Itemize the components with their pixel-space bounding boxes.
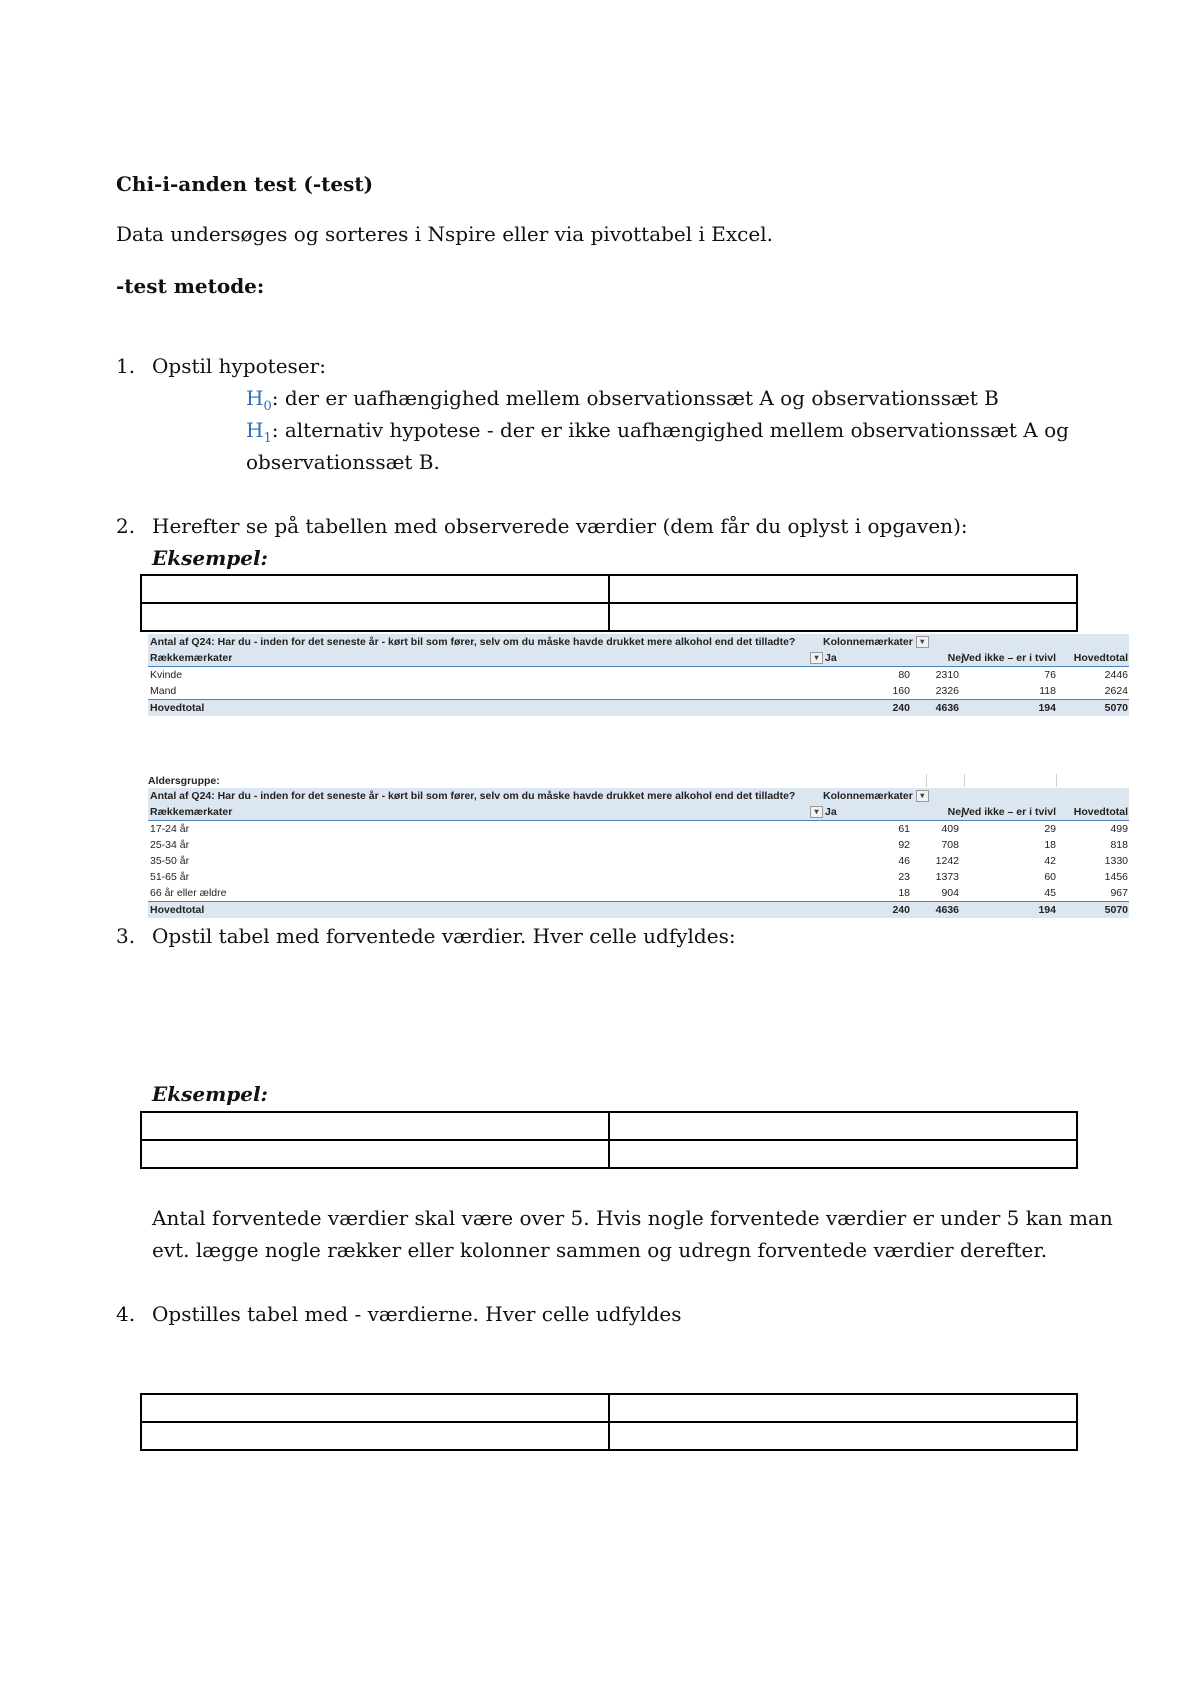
row-label: 17-24 år (150, 823, 190, 835)
total-value: 4636 (935, 904, 959, 916)
pivot-caption-text: Aldersgruppe: (148, 775, 220, 787)
document-title: Chi-i-anden test (-test) (116, 172, 374, 196)
header-nej: Nej (947, 652, 964, 664)
h0-subscript: 0 (263, 399, 272, 414)
table-cell[interactable] (609, 575, 1077, 603)
pivot-header-row (148, 650, 1129, 667)
row-label: Mand (150, 685, 177, 697)
table-cell[interactable] (609, 1140, 1077, 1168)
cell-value: 2446 (1104, 669, 1128, 681)
pivot-table-age (148, 774, 1129, 918)
step3-text: Opstil tabel med forventede værdier. Hver celle udfyldes: (152, 924, 736, 948)
h0-label: H (246, 386, 264, 410)
pivot-caption (148, 774, 1129, 788)
table-row (148, 683, 1129, 699)
row-label: 51-65 år (150, 871, 190, 883)
cell-value: 904 (941, 887, 959, 899)
header-hovedtotal: Hovedtotal (1073, 652, 1128, 664)
h1-text: : alternativ hypotese - der er ikke uafhængighed mellem observationssæt A og (271, 418, 1069, 442)
cell-value: 1330 (1104, 855, 1128, 867)
cell-value: 1373 (935, 871, 959, 883)
step1-text: Opstil hypoteser: (152, 354, 326, 378)
column-labels-header (823, 788, 929, 804)
grid-line (926, 774, 927, 787)
table-row (148, 885, 1129, 901)
total-value: 194 (1038, 702, 1056, 714)
cell-value: 45 (1044, 887, 1056, 899)
step4-text: Opstilles tabel med - værdierne. Hver celle udfyldes (152, 1302, 682, 1326)
column-labels-text: Kolonnemærkater (823, 636, 913, 648)
column-labels-text: Kolonnemærkater (823, 790, 913, 802)
cell-value: 2310 (935, 669, 959, 681)
header-ved-ikke: Ved ikke – er i tvivl (962, 806, 1056, 818)
row-filter-dropdown-icon[interactable]: ▾ (810, 804, 823, 820)
cell-value: 818 (1110, 839, 1128, 851)
table-cell[interactable] (609, 1422, 1077, 1450)
total-value: 194 (1038, 904, 1056, 916)
table-cell[interactable] (609, 1112, 1077, 1140)
table-row (148, 667, 1129, 683)
cell-value: 967 (1110, 887, 1128, 899)
table-cell[interactable] (141, 575, 609, 603)
cell-value: 29 (1044, 823, 1056, 835)
hypothesis-h1-continued: observationssæt B. (246, 450, 440, 474)
cell-value: 42 (1044, 855, 1056, 867)
observed-values-table (140, 574, 1078, 632)
hypothesis-h1 (246, 418, 1069, 446)
cell-value: 1242 (935, 855, 959, 867)
table-cell[interactable] (141, 1140, 609, 1168)
table-row (148, 869, 1129, 885)
step3-number: 3. (116, 924, 136, 948)
step2-text: Herefter se på tabellen med observerede værdier (dem får du oplyst i opgaven): (152, 514, 968, 538)
pivot-table-gender (148, 634, 1129, 716)
cell-value: 61 (898, 823, 910, 835)
cell-value: 76 (1044, 669, 1056, 681)
cell-value: 708 (941, 839, 959, 851)
cell-value: 2326 (935, 685, 959, 697)
total-label: Hovedtotal (150, 904, 205, 916)
step2-example-label: Eksempel: (152, 546, 268, 570)
cell-value: 92 (898, 839, 910, 851)
cell-value: 18 (1044, 839, 1056, 851)
row-filter-dropdown-icon[interactable]: ▾ (810, 650, 823, 666)
h1-subscript: 1 (263, 431, 272, 446)
cell-value: 118 (1039, 685, 1056, 697)
total-value: 240 (892, 904, 910, 916)
row-label: 66 år eller ældre (150, 887, 227, 899)
column-labels-header (823, 634, 929, 650)
total-value: 240 (892, 702, 910, 714)
filter-dropdown-icon[interactable]: ▾ (916, 790, 929, 802)
cell-value: 1456 (1104, 871, 1128, 883)
step3-example-label: Eksempel: (152, 1082, 268, 1106)
table-cell[interactable] (609, 603, 1077, 631)
row-label: Kvinde (150, 669, 183, 681)
cell-value: 499 (1110, 823, 1128, 835)
cell-value: 80 (898, 669, 910, 681)
cell-value: 18 (898, 887, 910, 899)
h0-text: : der er uafhængighed mellem observationssæt A og observationssæt B (271, 386, 999, 410)
row-label: 35-50 år (150, 855, 190, 867)
row-labels-header: Rækkemærkater (150, 652, 233, 664)
row-label: 25-34 år (150, 839, 190, 851)
cell-value: 23 (898, 871, 910, 883)
header-ved-ikke: Ved ikke – er i tvivl (962, 652, 1056, 664)
header-ja: Ja (825, 806, 837, 818)
pivot-question: Antal af Q24: Har du - inden for det seneste år - kørt bil som fører, selv om du måske havde drukket mere alkohol end det tilladte? (150, 636, 796, 648)
total-row (148, 901, 1129, 918)
total-row (148, 699, 1129, 716)
intro-text: Data undersøges og sorteres i Nspire eller via pivottabel i Excel. (116, 222, 773, 246)
step1-number: 1. (116, 354, 136, 378)
chi-square-values-table (140, 1393, 1078, 1451)
header-ja: Ja (825, 652, 837, 664)
step2-number: 2. (116, 514, 136, 538)
header-nej: Nej (947, 806, 964, 818)
hypothesis-h0 (246, 386, 999, 414)
note-line-1: Antal forventede værdier skal være over 5. Hvis nogle forventede værdier er under 5 kan man (152, 1206, 1113, 1230)
table-cell[interactable] (141, 1112, 609, 1140)
cell-value: 409 (941, 823, 959, 835)
expected-values-table (140, 1111, 1078, 1169)
total-value: 5070 (1104, 904, 1128, 916)
cell-value: 46 (898, 855, 910, 867)
pivot-title-row (148, 788, 1129, 804)
filter-dropdown-icon[interactable]: ▾ (916, 636, 929, 648)
total-value: 4636 (935, 702, 959, 714)
header-hovedtotal: Hovedtotal (1073, 806, 1128, 818)
table-row (148, 821, 1129, 837)
table-cell[interactable] (141, 1422, 609, 1450)
table-cell[interactable] (609, 1394, 1077, 1422)
table-row (148, 853, 1129, 869)
cell-value: 160 (892, 685, 910, 697)
method-heading: -test metode: (116, 274, 265, 298)
step4-number: 4. (116, 1302, 136, 1326)
grid-line (1056, 774, 1057, 787)
note-line-2: evt. lægge nogle rækker eller kolonner sammen og udregn forventede værdier derefter. (152, 1238, 1048, 1262)
h1-label: H (246, 418, 264, 442)
pivot-question: Antal af Q24: Har du - inden for det seneste år - kørt bil som fører, selv om du måske havde drukket mere alkohol end det tilladte? (150, 790, 796, 802)
cell-value: 60 (1044, 871, 1056, 883)
grid-line (964, 774, 965, 787)
cell-value: 2624 (1104, 685, 1128, 697)
total-value: 5070 (1104, 702, 1128, 714)
pivot-header-row (148, 804, 1129, 821)
table-row (148, 837, 1129, 853)
total-label: Hovedtotal (150, 702, 205, 714)
table-cell[interactable] (141, 1394, 609, 1422)
row-labels-header: Rækkemærkater (150, 806, 233, 818)
table-cell[interactable] (141, 603, 609, 631)
pivot-title-row (148, 634, 1129, 650)
